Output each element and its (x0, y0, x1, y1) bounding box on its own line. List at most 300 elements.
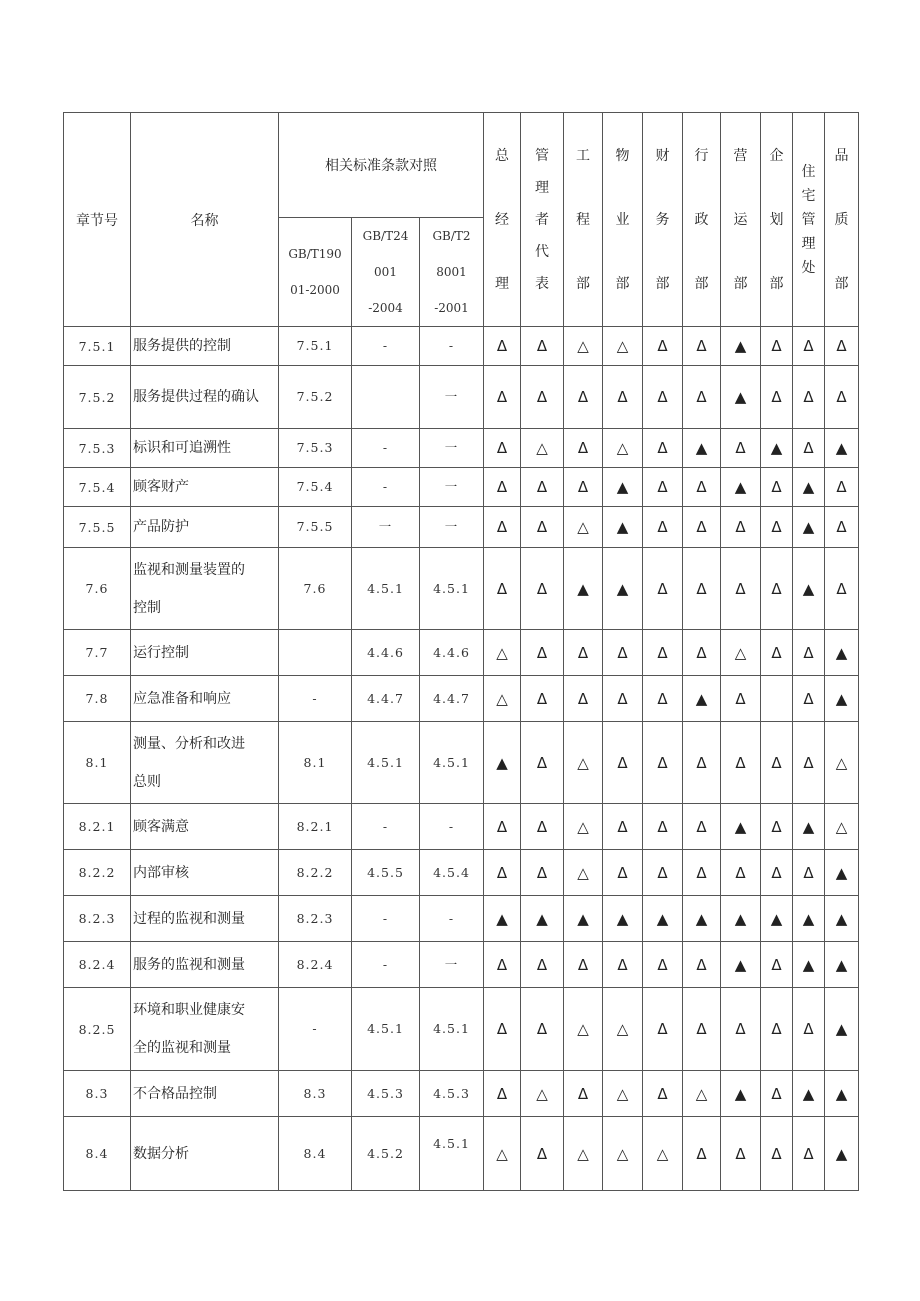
triangle-icon: Δ (577, 1084, 589, 1103)
header-dept-quality: 品 质 部 (825, 113, 859, 327)
cell-mark (564, 548, 603, 630)
cell-mark (521, 804, 564, 850)
cell-mark (721, 630, 761, 676)
cell-sec: 7.6 (64, 548, 131, 630)
cell-mark (643, 630, 683, 676)
triangle-icon: Δ (696, 753, 707, 772)
cell-mark (603, 327, 643, 366)
triangle-icon: Δ (836, 518, 847, 536)
triangle-icon: Δ (657, 863, 668, 882)
cell-mark (825, 366, 859, 429)
cell-mark (603, 942, 643, 988)
cell-mark (643, 366, 683, 429)
cell-name: 服务的监视和测量 (131, 942, 279, 988)
header-dept-operations: 营 运 部 (721, 113, 761, 327)
triangle-icon: Δ (496, 1020, 508, 1038)
cell-mark (564, 429, 603, 468)
cell-mark (603, 850, 643, 896)
triangle-icon: Δ (657, 1084, 668, 1103)
triangle-icon: Δ (803, 388, 814, 406)
cell-mark (721, 676, 761, 722)
triangle-icon: Δ (577, 478, 589, 496)
filled-triangle-icon: ▲ (802, 478, 815, 496)
cell-std-19001: 7.5.2 (279, 366, 352, 429)
cell-name: 应急准备和响应 (131, 676, 279, 722)
filled-triangle-icon: ▲ (734, 955, 747, 974)
cell-mark (721, 429, 761, 468)
cell-std-24001: - (352, 468, 420, 507)
cell-mark (521, 366, 564, 429)
cell-std-24001: 4.4.7 (352, 676, 420, 722)
cell-name: 服务提供的控制 (131, 327, 279, 366)
header-std-gbt24001: GB/T24 001 -2004 (352, 218, 420, 327)
triangle-icon: Δ (536, 689, 548, 708)
cell-mark (564, 988, 603, 1071)
cell-sec: 7.5.5 (64, 507, 131, 548)
table-row (64, 676, 859, 722)
triangle-icon: △ (835, 817, 848, 836)
triangle-icon: △ (577, 1020, 589, 1038)
cell-mark (521, 327, 564, 366)
triangle-icon: Δ (836, 388, 847, 406)
cell-mark (521, 548, 564, 630)
filled-triangle-icon: ▲ (770, 909, 783, 928)
cell-mark (683, 988, 721, 1071)
cell-std-19001: - (279, 676, 352, 722)
cell-mark (761, 850, 793, 896)
triangle-icon: Δ (577, 388, 589, 406)
cell-sec: 7.8 (64, 676, 131, 722)
cell-mark (484, 507, 521, 548)
cell-sec: 8.1 (64, 722, 131, 804)
cell-mark (683, 507, 721, 548)
cell-sec: 7.5.3 (64, 429, 131, 468)
cell-std-28001: 4.5.1 (420, 722, 484, 804)
table-row (64, 429, 859, 468)
triangle-icon: Δ (735, 1144, 746, 1163)
cell-mark (564, 722, 603, 804)
cell-mark (564, 507, 603, 548)
cell-mark (793, 327, 825, 366)
triangle-icon: Δ (735, 518, 746, 536)
cell-mark (683, 804, 721, 850)
triangle-icon: Δ (496, 518, 508, 536)
cell-mark (484, 327, 521, 366)
cell-mark (484, 676, 521, 722)
triangle-icon: Δ (577, 689, 589, 708)
triangle-icon: Δ (657, 753, 668, 772)
table-row (64, 327, 859, 366)
cell-std-24001: - (352, 429, 420, 468)
cell-mark (643, 942, 683, 988)
cell-mark (761, 988, 793, 1071)
table-row (64, 850, 859, 896)
cell-mark (793, 429, 825, 468)
filled-triangle-icon: ▲ (536, 909, 548, 928)
triangle-icon: Δ (496, 863, 508, 882)
cell-name: 数据分析 (131, 1117, 279, 1191)
triangle-icon: Δ (536, 1144, 548, 1163)
cell-mark (603, 548, 643, 630)
cell-mark (825, 429, 859, 468)
cell-mark (683, 1117, 721, 1191)
filled-triangle-icon: ▲ (802, 817, 815, 836)
cell-std-19001: 8.3 (279, 1071, 352, 1117)
triangle-icon: Δ (771, 337, 782, 355)
cell-mark (484, 1117, 521, 1191)
cell-mark (761, 507, 793, 548)
cell-mark (521, 1071, 564, 1117)
triangle-icon: Δ (696, 388, 707, 406)
triangle-icon: Δ (803, 643, 814, 662)
cell-mark (793, 507, 825, 548)
triangle-icon: Δ (577, 643, 589, 662)
filled-triangle-icon: ▲ (802, 518, 815, 536)
triangle-icon: Δ (617, 817, 628, 836)
header-dept-management-rep: 管 理 者 代 表 (521, 113, 564, 327)
filled-triangle-icon: ▲ (835, 1020, 848, 1038)
cell-std-28001: 4.4.6 (420, 630, 484, 676)
cell-mark (721, 366, 761, 429)
cell-mark (721, 722, 761, 804)
triangle-icon: Δ (496, 579, 508, 598)
cell-std-19001: 8.4 (279, 1117, 352, 1191)
cell-mark (521, 429, 564, 468)
cell-mark (564, 896, 603, 942)
triangle-icon: Δ (696, 1020, 707, 1038)
cell-mark (683, 327, 721, 366)
triangle-icon: Δ (657, 337, 668, 355)
cell-mark (721, 327, 761, 366)
cell-mark (484, 722, 521, 804)
cell-mark (793, 630, 825, 676)
cell-mark (603, 804, 643, 850)
cell-mark (484, 429, 521, 468)
cell-std-24001: - (352, 327, 420, 366)
cell-mark (521, 722, 564, 804)
cell-mark (683, 429, 721, 468)
triangle-icon: Δ (696, 955, 707, 974)
table-row (64, 630, 859, 676)
triangle-icon: △ (616, 1020, 629, 1038)
triangle-icon: Δ (735, 753, 746, 772)
cell-std-28001: 一 (420, 366, 484, 429)
cell-mark (564, 676, 603, 722)
triangle-icon: Δ (617, 753, 628, 772)
cell-mark (721, 1071, 761, 1117)
cell-mark (793, 548, 825, 630)
cell-std-28001: 4.4.7 (420, 676, 484, 722)
filled-triangle-icon: ▲ (835, 955, 848, 974)
cell-name: 过程的监视和测量 (131, 896, 279, 942)
triangle-icon: Δ (696, 1144, 707, 1163)
cell-mark (721, 850, 761, 896)
triangle-icon: Δ (577, 955, 589, 974)
cell-mark (793, 1071, 825, 1117)
triangle-icon: Δ (771, 518, 782, 536)
triangle-icon: △ (496, 643, 508, 662)
cell-mark (761, 676, 793, 722)
cell-mark (793, 850, 825, 896)
triangle-icon: Δ (657, 817, 668, 836)
triangle-icon: Δ (803, 337, 814, 355)
triangle-icon: △ (616, 337, 629, 355)
triangle-icon: Δ (696, 643, 707, 662)
triangle-icon: △ (835, 753, 848, 772)
cell-mark (484, 850, 521, 896)
cell-mark (603, 507, 643, 548)
cell-mark (643, 1117, 683, 1191)
triangle-icon: Δ (536, 579, 548, 598)
table-row (64, 507, 859, 548)
matrix-body (64, 327, 859, 1191)
cell-std-24001: 4.4.6 (352, 630, 420, 676)
cell-std-19001: 8.2.4 (279, 942, 352, 988)
header-dept-finance: 财 务 部 (643, 113, 683, 327)
cell-mark (643, 722, 683, 804)
triangle-icon: Δ (496, 817, 508, 836)
cell-std-19001: 7.5.1 (279, 327, 352, 366)
cell-mark (793, 942, 825, 988)
cell-mark (643, 429, 683, 468)
cell-mark (825, 548, 859, 630)
cell-mark (761, 804, 793, 850)
cell-sec: 8.2.3 (64, 896, 131, 942)
filled-triangle-icon: ▲ (734, 817, 747, 836)
triangle-icon: Δ (536, 337, 548, 355)
cell-std-24001: 4.5.2 (352, 1117, 420, 1191)
triangle-icon: Δ (803, 689, 814, 708)
cell-mark (521, 850, 564, 896)
filled-triangle-icon: ▲ (577, 909, 589, 928)
triangle-icon: Δ (771, 817, 782, 836)
cell-sec: 8.3 (64, 1071, 131, 1117)
cell-mark (761, 722, 793, 804)
cell-std-24001: 4.5.3 (352, 1071, 420, 1117)
cell-mark (761, 327, 793, 366)
cell-mark (761, 1117, 793, 1191)
cell-mark (643, 850, 683, 896)
cell-sec: 7.5.1 (64, 327, 131, 366)
triangle-icon: Δ (771, 863, 782, 882)
triangle-icon: △ (536, 439, 548, 457)
triangle-icon: Δ (617, 955, 628, 974)
cell-mark (564, 366, 603, 429)
table-row (64, 468, 859, 507)
cell-mark (825, 1117, 859, 1191)
filled-triangle-icon: ▲ (835, 909, 848, 928)
filled-triangle-icon: ▲ (734, 388, 747, 406)
cell-sec: 8.2.1 (64, 804, 131, 850)
cell-mark (521, 1117, 564, 1191)
cell-mark (564, 327, 603, 366)
filled-triangle-icon: ▲ (695, 439, 708, 457)
triangle-icon: Δ (536, 817, 548, 836)
cell-mark (564, 630, 603, 676)
triangle-icon: Δ (696, 817, 707, 836)
triangle-icon: Δ (771, 1020, 782, 1038)
header-section-no: 章节号 (64, 113, 131, 327)
cell-mark (825, 722, 859, 804)
cell-name: 顾客财产 (131, 468, 279, 507)
cell-mark (721, 507, 761, 548)
cell-mark (603, 722, 643, 804)
filled-triangle-icon: ▲ (496, 909, 508, 928)
cell-std-24001: 4.5.1 (352, 988, 420, 1071)
triangle-icon: Δ (536, 643, 548, 662)
cell-mark (484, 366, 521, 429)
filled-triangle-icon: ▲ (695, 909, 708, 928)
filled-triangle-icon: ▲ (616, 579, 629, 598)
triangle-icon: Δ (771, 1084, 782, 1103)
cell-sec: 8.2.2 (64, 850, 131, 896)
table-row (64, 988, 859, 1071)
cell-mark (825, 896, 859, 942)
filled-triangle-icon: ▲ (802, 1084, 815, 1103)
cell-std-28001: 4.5.1 (420, 988, 484, 1071)
triangle-icon: Δ (657, 689, 668, 708)
cell-mark (484, 1071, 521, 1117)
cell-mark (484, 548, 521, 630)
triangle-icon: Δ (836, 337, 847, 355)
cell-std-24001: 一 (352, 507, 420, 548)
cell-std-19001: 7.6 (279, 548, 352, 630)
cell-mark (683, 850, 721, 896)
cell-mark (643, 1071, 683, 1117)
cell-mark (793, 468, 825, 507)
cell-mark (603, 896, 643, 942)
cell-std-24001: - (352, 942, 420, 988)
cell-mark (721, 942, 761, 988)
filled-triangle-icon: ▲ (835, 1084, 848, 1103)
cell-std-19001: 7.5.5 (279, 507, 352, 548)
cell-mark (721, 548, 761, 630)
table-row (64, 548, 859, 630)
cell-mark (761, 942, 793, 988)
filled-triangle-icon: ▲ (656, 909, 669, 928)
triangle-icon: Δ (836, 579, 847, 598)
triangle-icon: Δ (536, 863, 548, 882)
cell-sec: 7.7 (64, 630, 131, 676)
cell-mark (825, 804, 859, 850)
cell-mark (484, 468, 521, 507)
cell-std-28001: - (420, 327, 484, 366)
filled-triangle-icon: ▲ (695, 689, 708, 708)
cell-mark (643, 468, 683, 507)
triangle-icon: Δ (735, 579, 746, 598)
cell-std-28001: 一 (420, 507, 484, 548)
filled-triangle-icon: ▲ (734, 337, 747, 355)
triangle-icon: △ (695, 1084, 708, 1103)
cell-mark (683, 366, 721, 429)
triangle-icon: Δ (657, 518, 668, 536)
triangle-icon: Δ (536, 478, 548, 496)
filled-triangle-icon: ▲ (835, 1144, 848, 1163)
cell-mark (683, 1071, 721, 1117)
filled-triangle-icon: ▲ (835, 439, 848, 457)
cell-mark (484, 896, 521, 942)
cell-std-24001: 4.5.1 (352, 548, 420, 630)
triangle-icon: Δ (496, 955, 508, 974)
triangle-icon: Δ (617, 643, 628, 662)
cell-mark (521, 630, 564, 676)
cell-mark (484, 804, 521, 850)
triangle-icon: Δ (496, 478, 508, 496)
cell-std-28001: 一 (420, 429, 484, 468)
triangle-icon: Δ (657, 579, 668, 598)
cell-mark (721, 468, 761, 507)
cell-name: 服务提供过程的确认 (131, 366, 279, 429)
cell-name: 不合格品控制 (131, 1071, 279, 1117)
filled-triangle-icon: ▲ (616, 478, 629, 496)
header-std-gbt19001: GB/T190 01-2000 (279, 218, 352, 327)
table-row (64, 804, 859, 850)
triangle-icon: Δ (735, 863, 746, 882)
filled-triangle-icon: ▲ (835, 863, 848, 882)
cell-name: 环境和职业健康安 全的监视和测量 (131, 988, 279, 1071)
cell-name: 产品防护 (131, 507, 279, 548)
cell-std-19001: 8.2.2 (279, 850, 352, 896)
cell-std-19001: 7.5.4 (279, 468, 352, 507)
header-standards-group: 相关标准条款对照 (279, 113, 484, 218)
triangle-icon: Δ (696, 337, 707, 355)
triangle-icon: Δ (836, 478, 847, 496)
cell-mark (603, 630, 643, 676)
cell-mark (825, 1071, 859, 1117)
header-name: 名称 (131, 113, 279, 327)
triangle-icon: △ (734, 643, 747, 662)
triangle-icon: Δ (771, 1144, 782, 1163)
cell-mark (721, 988, 761, 1071)
cell-mark (793, 896, 825, 942)
cell-mark (484, 630, 521, 676)
cell-mark (643, 327, 683, 366)
triangle-icon: △ (577, 753, 589, 772)
cell-mark (825, 942, 859, 988)
cell-mark (521, 988, 564, 1071)
table-row (64, 896, 859, 942)
cell-mark (643, 988, 683, 1071)
cell-name: 内部审核 (131, 850, 279, 896)
cell-mark (793, 366, 825, 429)
cell-mark (603, 429, 643, 468)
table-row (64, 722, 859, 804)
cell-mark (793, 722, 825, 804)
responsibility-matrix (63, 112, 859, 1191)
triangle-icon: △ (656, 1144, 669, 1163)
cell-std-28001: 一 (420, 468, 484, 507)
cell-std-24001: - (352, 804, 420, 850)
triangle-icon: Δ (577, 439, 589, 457)
header-dept-planning: 企 划 部 (761, 113, 793, 327)
filled-triangle-icon: ▲ (802, 955, 815, 974)
cell-mark (793, 1117, 825, 1191)
triangle-icon: Δ (803, 439, 814, 457)
cell-mark (761, 366, 793, 429)
cell-std-19001: 8.2.1 (279, 804, 352, 850)
triangle-icon: Δ (657, 439, 668, 457)
cell-name: 测量、分析和改进 总则 (131, 722, 279, 804)
cell-mark (603, 468, 643, 507)
cell-name: 标识和可追溯性 (131, 429, 279, 468)
filled-triangle-icon: ▲ (616, 909, 629, 928)
triangle-icon: Δ (657, 955, 668, 974)
triangle-icon: △ (577, 337, 589, 355)
cell-mark (564, 1071, 603, 1117)
cell-mark (564, 804, 603, 850)
cell-mark (761, 429, 793, 468)
triangle-icon: Δ (735, 689, 746, 708)
